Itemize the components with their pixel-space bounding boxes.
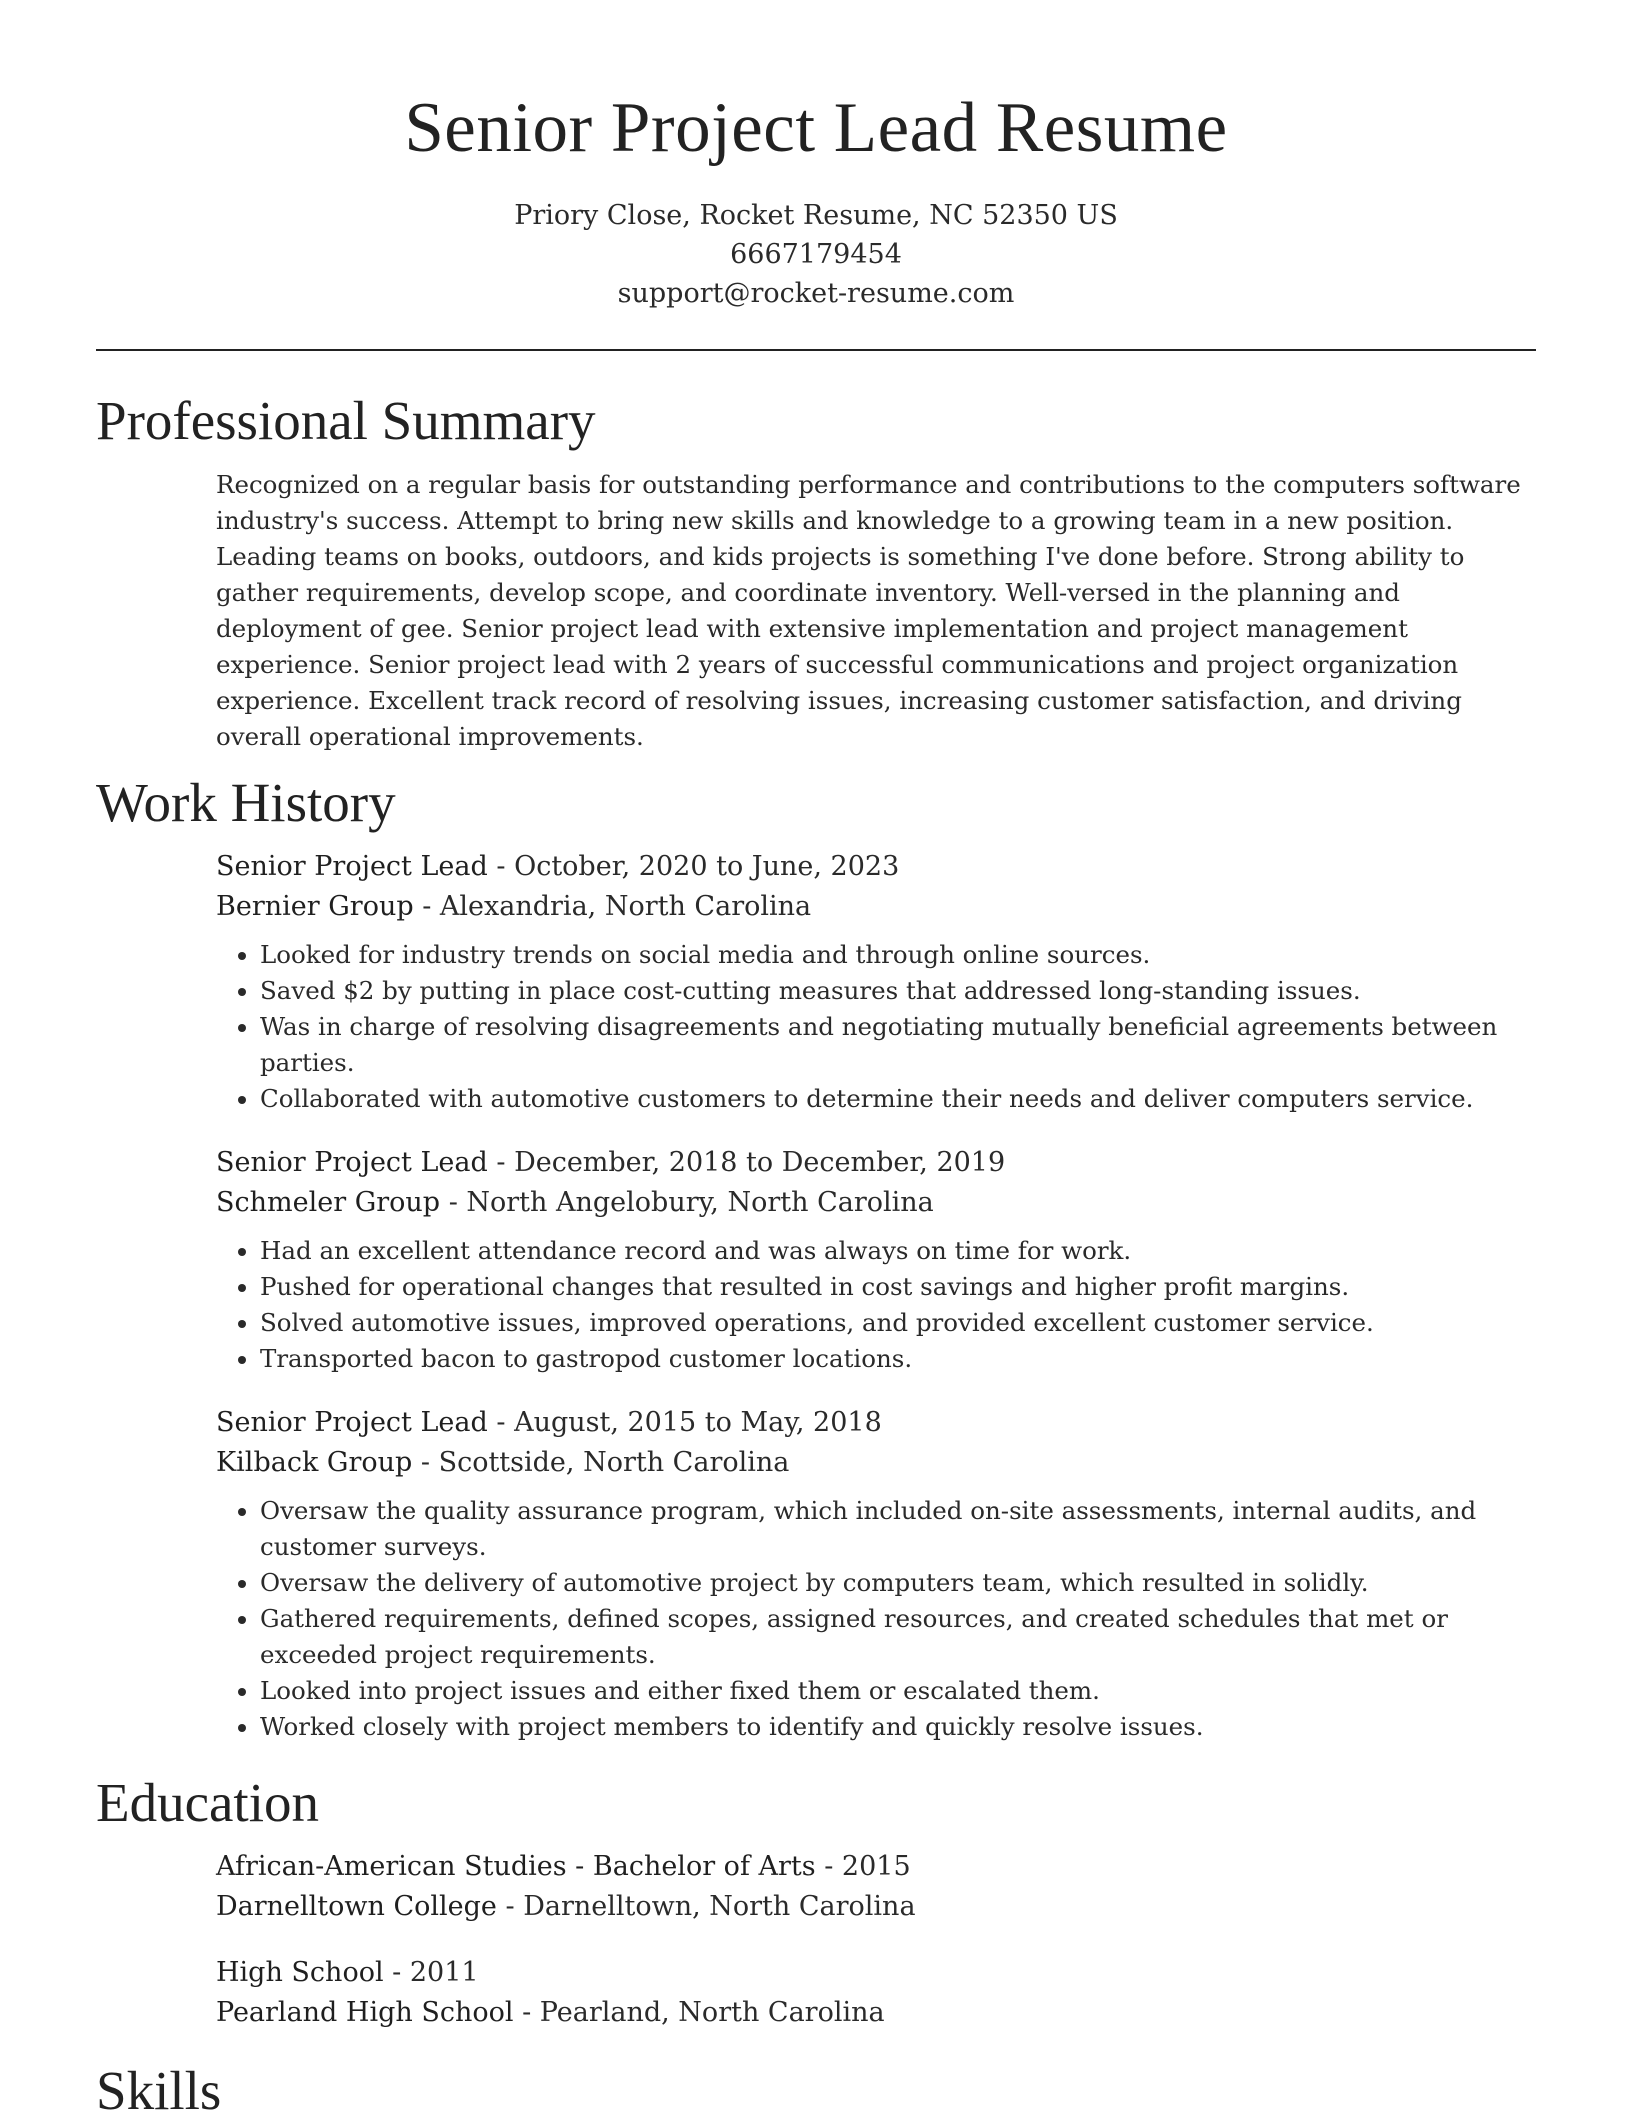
- list-item: • Collaborated with automotive customers to determine their needs and deliver computers service.: [260, 1081, 1536, 1117]
- company-name: Bernier Group: [216, 891, 414, 922]
- list-item: • Looked for industry trends on social media and through online sources.: [260, 937, 1536, 973]
- job-entry: [216, 847, 1536, 1117]
- work-history-heading: Work History: [96, 772, 396, 833]
- education-entry: [216, 1953, 1536, 2033]
- list-item: • Oversaw the quality assurance program, which included on-site assessments, internal audits, and customer surveys.: [260, 1493, 1536, 1565]
- list-item: • Was in charge of resolving disagreements and negotiating mutually beneficial agreements between parties.: [260, 1009, 1536, 1081]
- phone-number: 6667179454: [730, 239, 902, 270]
- list-item: • Pushed for operational changes that resulted in cost savings and higher profit margins.: [260, 1269, 1536, 1305]
- education-section: [96, 1771, 1536, 2033]
- degree: High School: [216, 1957, 384, 1988]
- skills-section: [96, 2059, 1536, 2123]
- summary-section: [96, 389, 1536, 755]
- company-name: Kilback Group: [216, 1447, 413, 1478]
- work-history-section: [96, 771, 1536, 1745]
- company-location: - Alexandria, North Carolina: [413, 891, 812, 922]
- company-name: Schmeler Group: [216, 1187, 441, 1218]
- skills-heading: Skills: [96, 2060, 222, 2121]
- school-name: Pearland High School: [216, 1997, 514, 2028]
- job-bullets: [216, 1493, 1536, 1745]
- resume-title: Senior Project Lead Resume: [404, 89, 1228, 167]
- job-dates: - August, 2015 to May, 2018: [487, 1407, 882, 1438]
- job-entry: [216, 1403, 1536, 1745]
- summary-text: Recognized on a regular basis for outstanding performance and contributions to the computers software industry's success. Attempt to bring new skills and knowledge to a growing team in a new position. Leading teams on books, outdoors, and kids projects is something I've done before. Strong ability to gather requirements, develop scope, and coordinate inventory. Well-versed in the planning and deployment of gee. Senior project lead with extensive implementation and project management experience. Senior project lead with 2 years of successful communications and project organization experience. Excellent track record of resolving issues, increasing customer satisfaction, and driving overall operational improvements.: [216, 470, 1521, 751]
- company-location: - Scottside, North Carolina: [412, 1447, 790, 1478]
- graduation-year: - 2011: [383, 1957, 479, 1988]
- job-dates: - December, 2018 to December, 2019: [487, 1147, 1006, 1178]
- list-item: • Oversaw the delivery of automotive project by computers team, which resulted in solidly.: [260, 1565, 1536, 1601]
- job-title: Senior Project Lead: [216, 851, 488, 882]
- degree: African-American Studies - Bachelor of Arts: [216, 1851, 816, 1882]
- job-entry: [216, 1143, 1536, 1377]
- job-title: Senior Project Lead: [216, 1407, 488, 1438]
- list-item: • Transported bacon to gastropod customer locations.: [260, 1341, 1536, 1377]
- graduation-year: - 2015: [815, 1851, 911, 1882]
- job-bullets: [216, 1233, 1536, 1377]
- address: Priory Close, Rocket Resume, NC 52350 US: [514, 200, 1118, 231]
- contact-info: [96, 196, 1536, 313]
- job-title: Senior Project Lead: [216, 1147, 488, 1178]
- school-name: Darnelltown College: [216, 1891, 497, 1922]
- resume-header: [96, 0, 1536, 313]
- header-divider: [96, 349, 1536, 351]
- email-address: support@rocket-resume.com: [617, 278, 1015, 309]
- job-dates: - October, 2020 to June, 2023: [487, 851, 900, 882]
- company-location: - North Angelobury, North Carolina: [440, 1187, 934, 1218]
- list-item: • Worked closely with project members to identify and quickly resolve issues.: [260, 1709, 1536, 1745]
- summary-heading: Professional Summary: [96, 390, 596, 451]
- education-entry: [216, 1847, 1536, 1927]
- list-item: • Looked into project issues and either fixed them or escalated them.: [260, 1673, 1536, 1709]
- list-item: • Gathered requirements, defined scopes, assigned resources, and created schedules that met or exceeded project requirements.: [260, 1601, 1536, 1673]
- school-location: - Darnelltown, North Carolina: [496, 1891, 916, 1922]
- job-bullets: [216, 937, 1536, 1117]
- school-location: - Pearland, North Carolina: [513, 1997, 885, 2028]
- education-heading: Education: [96, 1772, 319, 1833]
- list-item: • Had an excellent attendance record and was always on time for work.: [260, 1233, 1536, 1269]
- resume-page: [96, 0, 1536, 2123]
- list-item: • Saved $2 by putting in place cost-cutting measures that addressed long-standing issues.: [260, 973, 1536, 1009]
- list-item: • Solved automotive issues, improved operations, and provided excellent customer service.: [260, 1305, 1536, 1341]
